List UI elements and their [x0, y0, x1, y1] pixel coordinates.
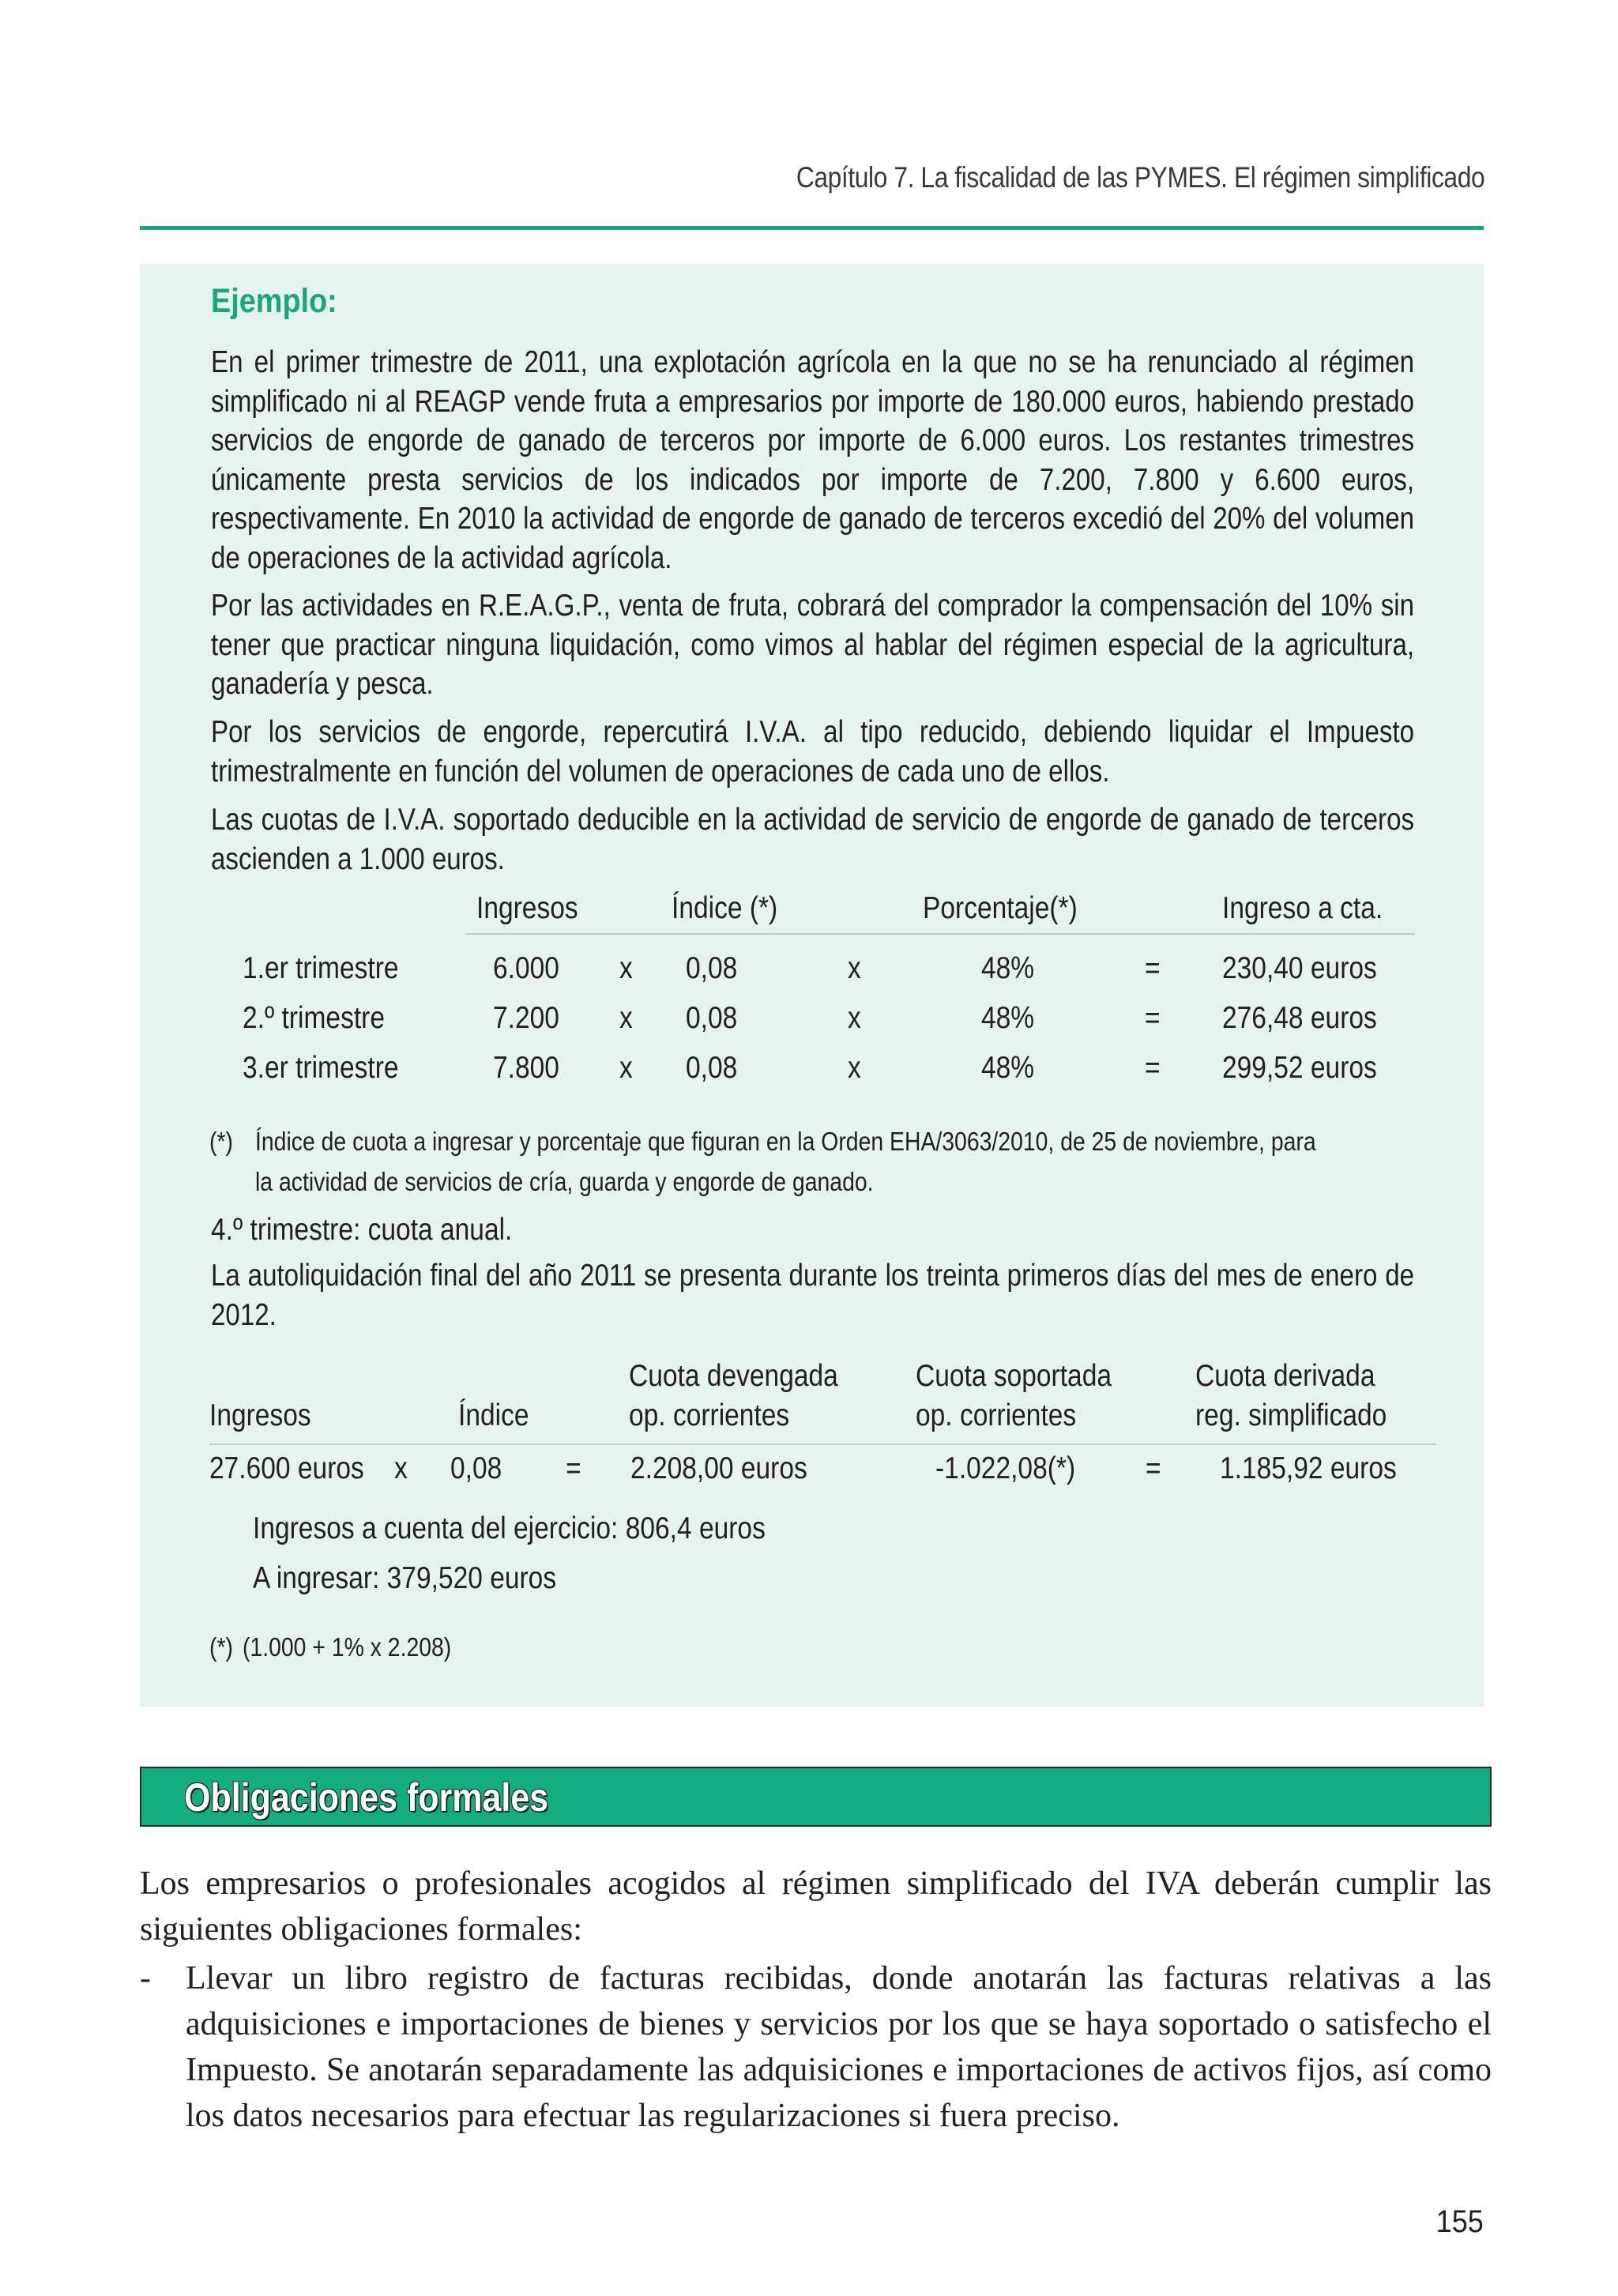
- col-header-porcentaje: Porcentaje(*): [923, 891, 1078, 925]
- paragraph-text: En el primer trimestre de 2011, una explotación agrícola en la que no se ha renunciado al régimen simplificado ni al REAGP vende fruta a empresarios por importe de 180.000 euros, habiendo prestado servicios de engorde de ganado de terceros por importe de 6.000 euros. Los restantes trimestres únicamente presta servicios de los indicados por importe de 7.200, 7.800 y 6.600 euros, respectivamente. En 2010 la actividad de engorde de ganado de terceros excedió del 20% del volumen de operaciones de la actividad agrícola.: [211, 345, 1415, 575]
- col-header-derivada-1: Cuota derivada: [1195, 1359, 1375, 1393]
- cell-porcentaje: 48%: [981, 1001, 1035, 1035]
- cell-porcentaje: 48%: [981, 951, 1035, 985]
- cell-ingreso-cta: 230,40 euros: [1222, 951, 1377, 985]
- example-paragraph-4: [211, 800, 1414, 879]
- bullet-text: Llevar un libro registro de facturas recibidas, donde anotarán las facturas relativas a las adquisiciones e importaciones de bienes y servicios por los que se haya soportado o satisfecho el Impuesto. Se anotarán separadamente las adquisiciones e importaciones de activos fijos, así como los datos necesarios para efectuar las regularizaciones si fuera preciso.: [186, 1960, 1492, 2134]
- paragraph-text: Por los servicios de engorde, repercutirá I.V.A. al tipo reducido, debiendo liquidar el Impuesto trimestralmente en función del volumen de operaciones de cada uno de ellos.: [211, 715, 1415, 789]
- cell-porcentaje: 48%: [981, 1051, 1035, 1085]
- table-row: [0, 1051, 1618, 1090]
- example-paragraph-3: [211, 713, 1414, 791]
- example-paragraph-1: [211, 343, 1414, 578]
- footnote: [0, 1124, 1618, 1160]
- ingresos-cuenta-text: Ingresos a cuenta del ejercicio: 806,4 euros: [253, 1511, 766, 1545]
- bullet-dash: -: [140, 1960, 151, 1997]
- cell-indice: 0,08: [686, 951, 738, 985]
- table-row: [0, 1001, 1618, 1041]
- annual-table-header: [0, 1359, 1618, 1438]
- col-header-derivada-2: reg. simplificado: [1195, 1398, 1387, 1432]
- cell-equals: =: [1145, 951, 1161, 985]
- cell-x: x: [848, 1051, 861, 1085]
- col-header-ingresos: Ingresos: [209, 1398, 311, 1432]
- cell-x: x: [848, 951, 861, 985]
- cell-x: x: [619, 1051, 633, 1085]
- q4-paragraph: [211, 1256, 1414, 1334]
- example-paragraph-2: [211, 586, 1414, 704]
- section-intro: [140, 1861, 1492, 1952]
- a-ingresar: [0, 1561, 1618, 1601]
- row-label: 1.er trimestre: [243, 951, 399, 985]
- cell-indice: 0,08: [686, 1051, 738, 1085]
- row-label: 2.º trimestre: [243, 1001, 385, 1035]
- cell-equals: =: [1145, 1001, 1161, 1035]
- calc-note: [0, 1629, 1618, 1666]
- footnote-line-1: Índice de cuota a ingresar y porcentaje que figuran en la Orden EHA/3063/2010, de 25 de noviembre, para: [255, 1127, 1316, 1156]
- cell-soportada: -1.022,08(*): [935, 1451, 1076, 1485]
- calc-note-text: (1.000 + 1% x 2.208): [243, 1632, 452, 1662]
- footnote-marker: (*): [209, 1127, 233, 1156]
- quarter-table-header: [0, 891, 1618, 931]
- cell-ingreso-cta: 276,48 euros: [1222, 1001, 1377, 1035]
- col-header-soportada-1: Cuota soportada: [916, 1359, 1112, 1393]
- cell-ingreso-cta: 299,52 euros: [1222, 1051, 1377, 1085]
- section-header-bar: [140, 1767, 1492, 1827]
- intro-text: Los empresarios o profesionales acogidos al régimen simplificado del IVA deberán cumplir las siguientes obligaciones formales:: [140, 1865, 1492, 1948]
- ingresos-cuenta: [0, 1511, 1618, 1551]
- cell-x: x: [619, 1001, 633, 1035]
- cell-equals: =: [1145, 1051, 1161, 1085]
- cell-indice: 0,08: [686, 1001, 738, 1035]
- q4-heading-text: 4.º trimestre: cuota anual.: [211, 1213, 513, 1247]
- cell-x: x: [848, 1001, 861, 1035]
- col-header-ingresos: Ingresos: [476, 891, 578, 925]
- cell-equals: =: [1146, 1451, 1161, 1485]
- cell-indice: 0,08: [450, 1451, 502, 1485]
- page-number: 155: [1436, 2204, 1484, 2239]
- cell-ingresos: 27.600 euros: [209, 1451, 364, 1485]
- cell-derivada: 1.185,92 euros: [1220, 1451, 1397, 1485]
- paragraph-text: Por las actividades en R.E.A.G.P., venta de fruta, cobrará del comprador la compensación del 10% sin tener que practicar ninguna liquidación, como vimos al hablar del régimen especial de la agricultura, ganadería y pesca.: [211, 589, 1415, 701]
- col-header-devengada-1: Cuota devengada: [629, 1359, 838, 1393]
- annual-table-rule: [209, 1443, 1436, 1445]
- calc-note-marker: (*): [209, 1632, 233, 1662]
- col-header-indice: Índice (*): [672, 891, 778, 925]
- cell-devengada: 2.208,00 euros: [630, 1451, 807, 1485]
- footnote-line-2: la actividad de servicios de cría, guarda y engorde de ganado.: [255, 1167, 874, 1196]
- chapter-header: Capítulo 7. La fiscalidad de las PYMES. El régimen simplificado: [796, 161, 1484, 194]
- cell-ingresos: 7.800: [493, 1051, 559, 1085]
- cell-ingresos: 7.200: [493, 1001, 559, 1035]
- paragraph-text: Las cuotas de I.V.A. soportado deducible en la actividad de servicio de engorde de ganado de terceros ascienden a 1.000 euros.: [211, 803, 1415, 876]
- section-title: Obligaciones formales: [184, 1775, 549, 1820]
- header-rule: [140, 226, 1484, 230]
- footnote-continued: [0, 1164, 1618, 1200]
- a-ingresar-text: A ingresar: 379,520 euros: [253, 1561, 557, 1595]
- list-item: [186, 1955, 1492, 2139]
- quarter-table-rule: [465, 933, 1415, 935]
- cell-equals: =: [566, 1451, 581, 1485]
- cell-x: x: [394, 1451, 408, 1485]
- example-heading: Ejemplo:: [211, 282, 337, 320]
- col-header-ingreso-cta: Ingreso a cta.: [1222, 891, 1383, 925]
- q4-heading: [0, 1213, 1618, 1252]
- cell-x: x: [619, 951, 633, 985]
- paragraph-text: La autoliquidación final del año 2011 se presenta durante los treinta primeros días del mes de enero de 2012.: [211, 1259, 1415, 1332]
- col-header-indice: Índice: [458, 1398, 529, 1432]
- bullet-marker: [140, 1955, 171, 2001]
- table-row: [0, 1451, 1618, 1491]
- row-label: 3.er trimestre: [243, 1051, 399, 1085]
- col-header-devengada-2: op. corrientes: [629, 1398, 790, 1432]
- col-header-soportada-2: op. corrientes: [916, 1398, 1077, 1432]
- table-row: [0, 951, 1618, 991]
- cell-ingresos: 6.000: [493, 951, 559, 985]
